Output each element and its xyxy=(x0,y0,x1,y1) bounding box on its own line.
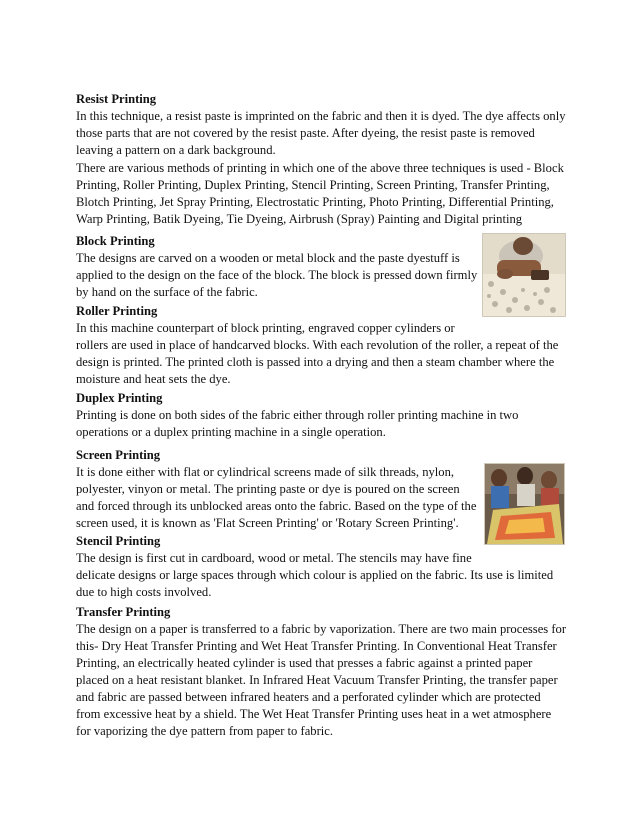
paragraph-line: for vaporizing the dye pattern from paper to fabric. xyxy=(76,724,334,738)
paragraph-line: due to high costs involved. xyxy=(76,585,212,599)
paragraph-line: Printing, an electrically heated cylinder is used that presses a fabric against a printed paper xyxy=(76,656,533,670)
section-transfer-printing xyxy=(76,604,570,740)
paragraph-line: The design is first cut in cardboard, wood or metal. The stencils may have fine xyxy=(76,551,472,565)
paragraph-line: delicate designs or large spaces through which colour is applied on the fabric. Its use is limited xyxy=(76,568,554,582)
section-printing-methods xyxy=(76,160,570,228)
paragraph-line: Blotch Printing, Jet Spray Printing, Electrostatic Printing, Photo Printing, Differential Printing, xyxy=(76,195,554,209)
section-heading: Resist Printing xyxy=(76,92,157,106)
paragraph-line: moisture and heat sets the dye. xyxy=(76,372,231,386)
paragraph-line: design is printed. The printed cloth is passed into a drying and then a steam chamber where the xyxy=(76,355,555,369)
paragraph-line: There are various methods of printing in which one of the above three techniques is used - Block xyxy=(76,161,564,175)
paragraph-line: this- Dry Heat Transfer Printing and Wet Heat Transfer Printing. In Conventional Heat Transfer xyxy=(76,639,557,653)
paragraph-line: and forced through its unblocked areas onto the fabric. Based on the type of the xyxy=(76,499,477,513)
paragraph-line: by hand on the surface of the fabric. xyxy=(76,285,258,299)
screen-printing-photo xyxy=(484,463,565,545)
paragraph-line: and fabric are passed between infrared heaters and a perforated cylinder which are protected xyxy=(76,690,541,704)
block-printing-photo xyxy=(482,233,566,317)
paragraph-line: The designs are carved on a wooden or metal block and the paste dyestuff is xyxy=(76,251,460,265)
paragraph-line: applied to the design on the face of the block. The block is pressed down firmly xyxy=(76,268,478,282)
paragraph-line: rollers are used in place of handcarved blocks. With each revolution of the roller, a repeat of the xyxy=(76,338,559,352)
screen-printing-illustration xyxy=(485,464,564,544)
paragraph-line: leaving a pattern on a dark background. xyxy=(76,143,276,157)
paragraph-line: those parts that are not covered by the resist paste. After dyeing, the resist paste is removed xyxy=(76,126,535,140)
section-duplex-printing xyxy=(76,390,570,441)
paragraph-line: In this machine counterpart of block printing, engraved copper cylinders or xyxy=(76,321,455,335)
paragraph-line: Printing, Roller Printing, Duplex Printing, Stencil Printing, Screen Printing, Transfer Printing, xyxy=(76,178,550,192)
paragraph-line: placed on a heat resistant blanket. In Infrared Heat Vacuum Transfer Printing, the transfer paper xyxy=(76,673,558,687)
block-printing-illustration xyxy=(483,234,565,316)
paragraph-line: polyester, vinyon or metal. The printing paste or dye is poured on the screen xyxy=(76,482,460,496)
section-heading: Block Printing xyxy=(76,234,155,248)
paragraph-line: Warp Printing, Batik Dyeing, Tie Dyeing, Airbrush (Spray) Painting and Digital printing xyxy=(76,212,523,226)
paragraph-line: The design on a paper is transferred to a fabric by vaporization. There are two main processes for xyxy=(76,622,567,636)
section-heading: Duplex Printing xyxy=(76,391,163,405)
paragraph-line: In this technique, a resist paste is imprinted on the fabric and then it is dyed. The dye affects only xyxy=(76,109,566,123)
paragraph-line: from excessive heat by a shield. The Wet Heat Transfer Printing uses heat in a wet atmosphere xyxy=(76,707,552,721)
section-heading: Stencil Printing xyxy=(76,534,161,548)
paragraph-line: screen used, it is known as 'Flat Screen Printing' or 'Rotary Screen Printing'. xyxy=(76,516,459,530)
section-heading: Roller Printing xyxy=(76,304,158,318)
section-heading: Screen Printing xyxy=(76,448,161,462)
section-heading: Transfer Printing xyxy=(76,605,171,619)
paragraph-line: operations or a duplex printing machine in a single operation. xyxy=(76,425,386,439)
section-resist-printing xyxy=(76,91,570,159)
paragraph-line: Printing is done on both sides of the fabric either through roller printing machine in two xyxy=(76,408,519,422)
paragraph-line: It is done either with flat or cylindrical screens made of silk threads, nylon, xyxy=(76,465,455,479)
